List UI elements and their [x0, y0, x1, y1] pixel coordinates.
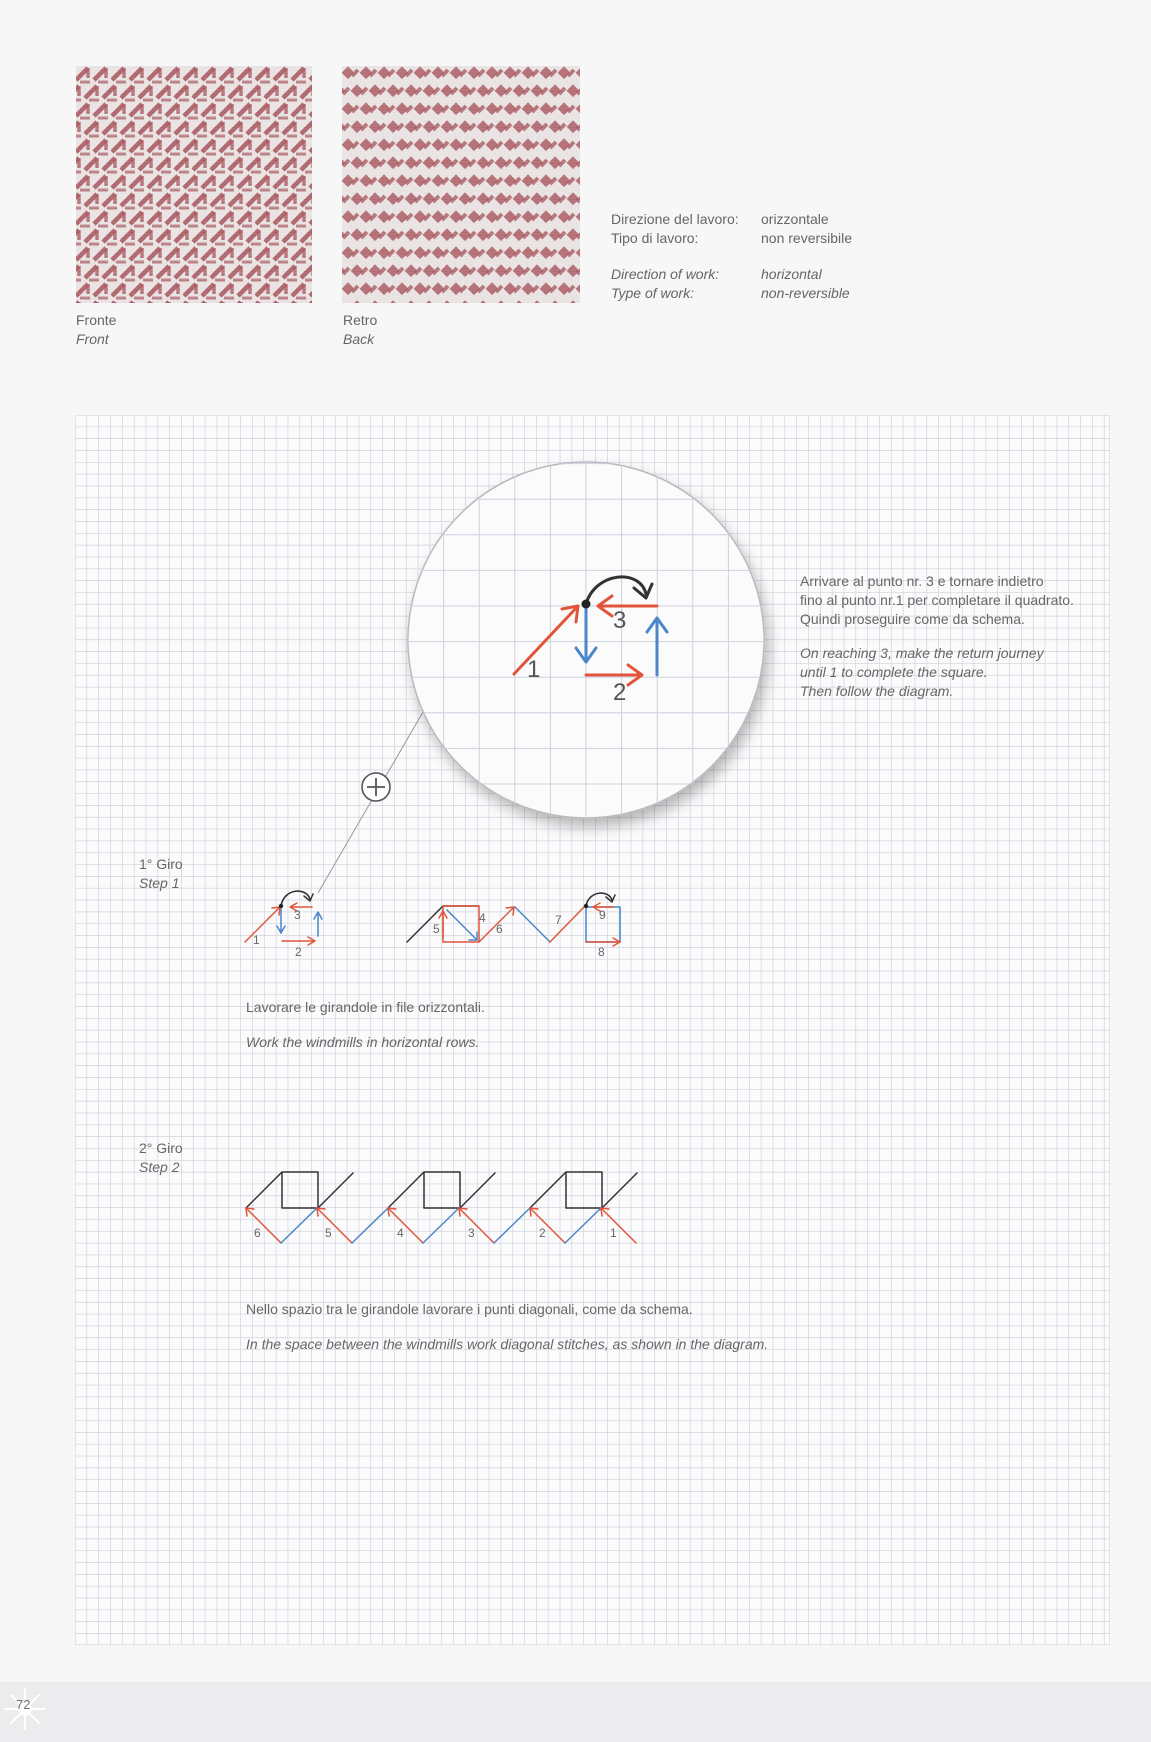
back-label-en: Back: [343, 331, 375, 347]
step2-num-6: 6: [254, 1226, 261, 1240]
zoom-connector-line: [318, 712, 423, 893]
back-label: Retro: [343, 312, 378, 328]
step1-num-3: 3: [294, 908, 301, 922]
step1-text-it: Lavorare le girandole in file orizzontali.: [246, 999, 485, 1015]
zoom-number-3: 3: [613, 607, 627, 634]
zoom-note-en-line3: Then follow the diagram.: [800, 683, 954, 699]
page-number: 72: [16, 1697, 31, 1712]
zoom-note-it: [800, 572, 1074, 629]
type-value: non reversibile: [761, 230, 853, 246]
zoom-note-it-line3: Quindi proseguire come da schema.: [800, 611, 1025, 627]
type-label: Tipo di lavoro:: [611, 230, 699, 246]
step1-num-9: 9: [599, 908, 606, 922]
zoom-number-1: 1: [527, 656, 541, 683]
zoom-note-it-line1: Arrivare al punto nr. 3 e tornare indietro: [800, 573, 1044, 589]
step1-num-6: 6: [496, 922, 503, 936]
zoom-note-it-line2: fino al punto nr.1 per completare il quadrato.: [800, 592, 1074, 608]
step1-num-8: 8: [598, 945, 605, 959]
zoom-number-2: 2: [613, 679, 627, 706]
zoom-note-en-line1: On reaching 3, make the return journey: [800, 645, 1044, 661]
step1-text-en: Work the windmills in horizontal rows.: [246, 1034, 480, 1050]
step2-title-en: Step 2: [139, 1159, 180, 1175]
magnify-plus-icon: [362, 773, 390, 801]
direction-value-en: horizontal: [761, 266, 822, 282]
front-label-en: Front: [76, 331, 109, 347]
direction-label: Direzione del lavoro:: [611, 211, 739, 227]
step2-text-it: Nello spazio tra le girandole lavorare i punti diagonali, come da schema.: [246, 1301, 693, 1317]
step1-title-en: Step 1: [139, 875, 180, 891]
direction-value: orizzontale: [761, 211, 829, 227]
zoom-note-en-line2: until 1 to complete the square.: [800, 664, 988, 680]
step2-diagram: [246, 1172, 637, 1243]
direction-label-en: Direction of work:: [611, 266, 720, 282]
step1-num-4: 4: [479, 911, 486, 925]
step2-num-4: 4: [397, 1226, 404, 1240]
step1-num-5: 5: [433, 922, 440, 936]
step2-title: 2° Giro: [139, 1140, 183, 1156]
step2-num-5: 5: [325, 1226, 332, 1240]
type-label-en: Type of work:: [611, 285, 694, 301]
step1-num-1: 1: [253, 933, 260, 947]
type-value-en: non-reversible: [761, 285, 850, 301]
step2-num-2: 2: [539, 1226, 546, 1240]
step2-num-1: 1: [610, 1226, 617, 1240]
step1-num-2: 2: [295, 945, 302, 959]
front-label: Fronte: [76, 312, 117, 328]
step1-num-7: 7: [555, 913, 562, 927]
page-footer: [0, 1682, 1151, 1742]
zoom-note-en: [800, 644, 1044, 701]
step1-title: 1° Giro: [139, 856, 183, 872]
step2-text-en: In the space between the windmills work diagonal stitches, as shown in the diagram.: [246, 1336, 769, 1352]
step2-num-3: 3: [468, 1226, 475, 1240]
